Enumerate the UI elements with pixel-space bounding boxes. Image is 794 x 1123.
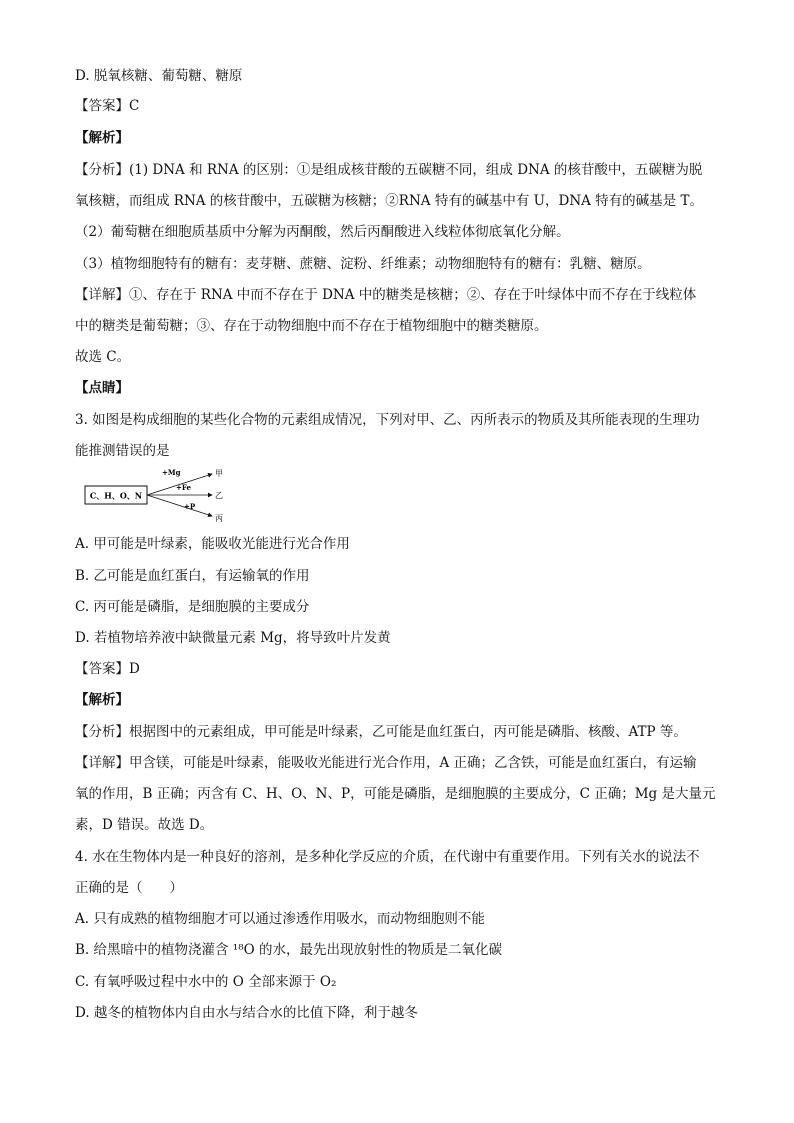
arrow-p (147, 495, 212, 516)
text-line: 【解析】 (75, 130, 129, 146)
text-line: D. 越冬的植物体内自由水与结合水的比值下降，利于越冬 (75, 1005, 418, 1021)
element-mg-label: +Mg (162, 468, 181, 477)
text-line: 能推测错误的是 (75, 443, 170, 459)
text-line: 【点睛】 (75, 380, 129, 396)
text-line: 素，D 错误。故选 D。 (75, 817, 214, 833)
element-box-label: C、H、O、N (89, 490, 143, 501)
element-p-label: +P (184, 502, 196, 511)
text-line: 4. 水在生物体内是一种良好的溶剂，是多种化学反应的介质，在代谢中有重要作用。下列有关水的说法不 (75, 849, 700, 865)
text-line: C. 有氧呼吸过程中水中的 O 全部来源于 O₂ (75, 974, 337, 990)
text-line: A. 甲可能是叶绿素，能吸收光能进行光合作用 (75, 536, 350, 552)
text-line: 【分析】根据图中的元素组成，甲可能是叶绿素，乙可能是血红蛋白，丙可能是磷脂、核酸、ATP 等。 (75, 724, 687, 740)
product-bing-label: 丙 (215, 514, 223, 523)
product-yi-label: 乙 (215, 491, 223, 500)
text-line: 正确的是（ ） (75, 880, 183, 896)
text-line: 【分析】(1) DNA 和 RNA 的区别：①是组成核苷酸的五碳糖不同，组成 DNA 的核苷酸中，五碳糖为脱 (75, 162, 703, 178)
text-line: 【详解】甲含镁，可能是叶绿素，能吸收光能进行光合作用，A 正确；乙含铁，可能是血红蛋白，有运输 (75, 755, 697, 771)
element-fe-label: +Fe (176, 483, 191, 492)
text-line: （3）植物细胞特有的糖有：麦芽糖、蔗糖、淀粉、纤维素；动物细胞特有的糖有：乳糖、糖原。 (75, 256, 651, 272)
text-line: D. 脱氧核糖、葡萄糖、糖原 (75, 68, 243, 84)
text-line: 【答案】C (75, 98, 140, 114)
text-line: 故选 C。 (75, 349, 131, 365)
text-line: A. 只有成熟的植物细胞才可以通过渗透作用吸水，而动物细胞则不能 (75, 911, 485, 927)
text-line: B. 乙可能是血红蛋白，有运输氧的作用 (75, 568, 310, 584)
text-line: 【详解】①、存在于 RNA 中而不存在于 DNA 中的糖类是核糖；②、存在于叶绿体中而不存在于线粒体 (75, 287, 697, 303)
text-line: （2）葡萄糖在细胞质基质中分解为丙酮酸，然后丙酮酸进入线粒体彻底氧化分解。 (75, 224, 570, 240)
text-line: 氧的作用，B 正确；丙含有 C、H、O、N、P，可能是磷脂，是细胞膜的主要成分，C 正确；Mg 是大量元 (75, 786, 716, 802)
text-line: C. 丙可能是磷脂，是细胞膜的主要成分 (75, 599, 310, 615)
text-line: 【答案】D (75, 661, 140, 677)
text-line: 【解析】 (75, 692, 129, 708)
element-composition-diagram (84, 466, 234, 526)
text-line: 3. 如图是构成细胞的某些化合物的元素组成情况，下列对甲、乙、丙所表示的物质及其所能表现的生理功 (75, 412, 700, 428)
text-line: 中的糖类是葡萄糖；③、存在于动物细胞中而不存在于植物细胞中的糖类糖原。 (75, 318, 548, 334)
text-line: D. 若植物培养液中缺微量元素 Mg，将导致叶片发黄 (75, 630, 391, 646)
text-line: B. 给黑暗中的植物浇灌含 ¹⁸O 的水，最先出现放射性的物质是二氧化碳 (75, 942, 502, 958)
text-line: 氧核糖，而组成 RNA 的核苷酸中，五碳糖为核糖；②RNA 特有的碱基中有 U，DNA 特有的碱基是 T。 (75, 193, 703, 209)
product-jia-label: 甲 (215, 469, 223, 478)
